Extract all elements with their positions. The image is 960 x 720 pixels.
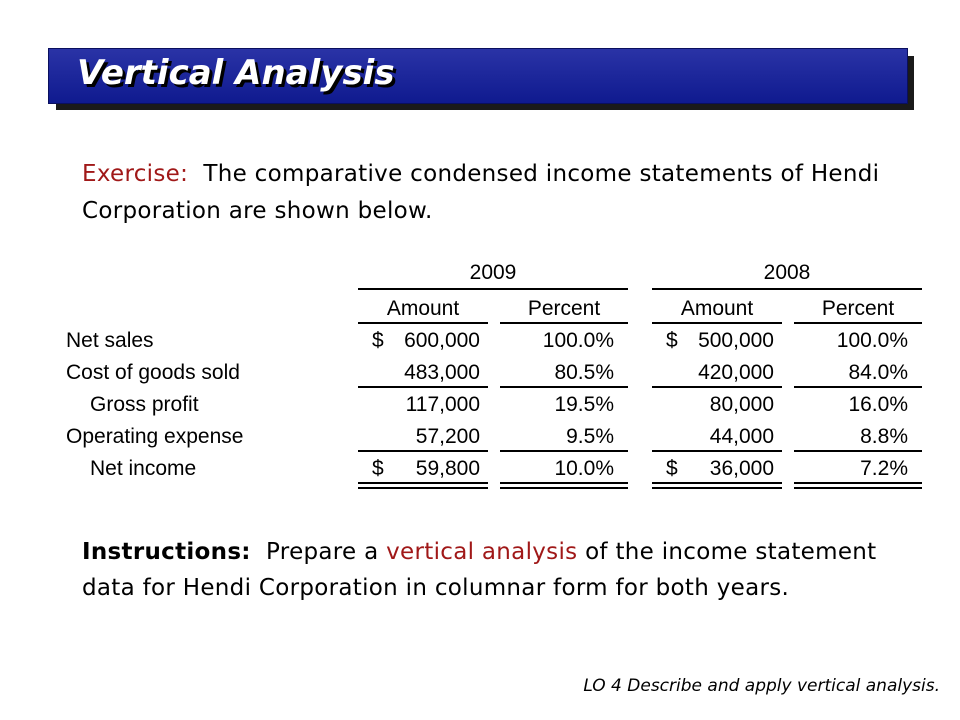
subtotal-rule [794, 450, 922, 452]
dollar-sign: $ [372, 457, 384, 480]
amount-2009: 57,200 [415, 425, 480, 448]
amount-2008: 36,000 [709, 457, 774, 480]
instructions-text-after: of the income statement data for Hendi Corporation in columnar form for both years. [82, 539, 877, 601]
title-bar [48, 48, 908, 104]
amount-2009: 117,000 [405, 393, 480, 416]
row-label-gross-profit: Gross profit [90, 393, 199, 416]
col-rule [794, 322, 922, 324]
total-rule-top [358, 482, 488, 484]
slide-title: Vertical Analysis [77, 53, 395, 93]
col-amount-2009: Amount [386, 297, 460, 320]
amount-2009: 483,000 [404, 361, 480, 384]
row-label-net-income: Net income [90, 457, 197, 480]
percent-2009: 10.0% [554, 457, 614, 480]
row-label-net-sales: Net sales [66, 329, 154, 352]
total-rule-top [500, 482, 628, 484]
col-rule [652, 322, 782, 324]
year-2009-rule [358, 288, 628, 290]
percent-2008: 16.0% [848, 393, 908, 416]
total-rule-bottom [652, 487, 782, 489]
percent-2009: 100.0% [542, 329, 614, 352]
col-percent-2008: Percent [821, 297, 895, 320]
percent-2009: 19.5% [554, 393, 614, 416]
percent-2009: 80.5% [554, 361, 614, 384]
exercise-label: Exercise: [82, 161, 189, 187]
percent-2008: 100.0% [836, 329, 908, 352]
col-percent-2009: Percent [527, 297, 601, 320]
dollar-sign: $ [666, 457, 678, 480]
instructions-highlight: vertical analysis [386, 539, 578, 565]
instructions-paragraph [82, 534, 902, 606]
exercise-text: The comparative condensed income statements of Hendi Corporation are shown below. [82, 161, 880, 224]
row-label-cogs: Cost of goods sold [66, 361, 240, 384]
dollar-sign: $ [372, 329, 384, 352]
year-2008-header: 2008 [763, 261, 811, 284]
amount-2009: 59,800 [415, 457, 480, 480]
subtotal-rule [652, 386, 782, 388]
percent-2009: 9.5% [566, 425, 614, 448]
total-rule-top [652, 482, 782, 484]
instructions-label: Instructions: [82, 539, 251, 565]
col-amount-2008: Amount [680, 297, 754, 320]
income-statement-table [66, 258, 936, 498]
subtotal-rule [794, 386, 922, 388]
total-rule-bottom [358, 487, 488, 489]
total-rule-bottom [794, 487, 922, 489]
amount-2009: 600,000 [404, 329, 480, 352]
percent-2008: 84.0% [848, 361, 908, 384]
instructions-text-before: Prepare a [266, 539, 379, 565]
percent-2008: 8.8% [860, 425, 908, 448]
total-rule-bottom [500, 487, 628, 489]
subtotal-rule [358, 450, 488, 452]
col-rule [358, 322, 488, 324]
subtotal-rule [358, 386, 488, 388]
dollar-sign: $ [666, 329, 678, 352]
amount-2008: 44,000 [709, 425, 774, 448]
subtotal-rule [500, 450, 628, 452]
year-2009-header: 2009 [469, 261, 517, 284]
total-rule-top [794, 482, 922, 484]
row-label-operating-expense: Operating expense [66, 425, 244, 448]
amount-2008: 80,000 [709, 393, 774, 416]
col-rule [500, 322, 628, 324]
learning-objective-footer: LO 4 Describe and apply vertical analysis. [583, 676, 940, 696]
percent-2008: 7.2% [860, 457, 908, 480]
amount-2008: 500,000 [698, 329, 774, 352]
exercise-paragraph [82, 156, 902, 230]
subtotal-rule [500, 386, 628, 388]
subtotal-rule [652, 450, 782, 452]
year-2008-rule [652, 288, 922, 290]
amount-2008: 420,000 [698, 361, 774, 384]
